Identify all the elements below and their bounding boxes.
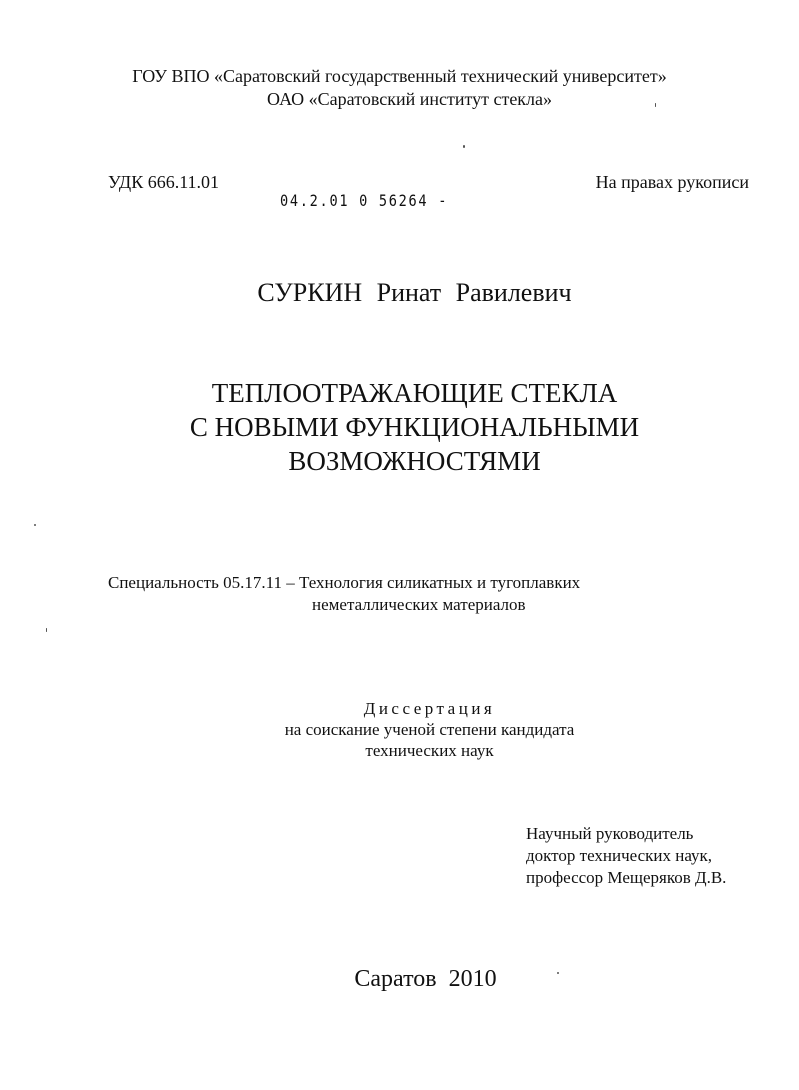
dissertation-title bbox=[0, 376, 799, 478]
author-name: СУРКИН Ринат Равилевич bbox=[257, 278, 572, 307]
scan-speck bbox=[557, 972, 559, 974]
specialty-line-2: неметаллических материалов bbox=[312, 595, 526, 614]
registration-stamp: 04.2.01 0 56264 - bbox=[280, 191, 449, 210]
udk-code: УДК 666.11.01 bbox=[108, 172, 220, 192]
title-line: ТЕПЛООТРАЖАЮЩИЕ СТЕКЛА bbox=[211, 378, 618, 408]
scan-speck bbox=[463, 145, 465, 148]
degree-line-2: технических наук bbox=[365, 741, 494, 760]
degree-line-1: на соискание ученой степени кандидата bbox=[284, 720, 575, 739]
scan-speck bbox=[34, 524, 36, 526]
organization-line-1: ГОУ ВПО «Саратовский государственный технический университет» bbox=[132, 66, 667, 86]
advisor-role: Научный руководитель bbox=[526, 824, 694, 843]
city-and-year: Саратов 2010 bbox=[354, 966, 497, 992]
specialty-line-1: Специальность 05.17.11 – Технология силикатных и тугоплавких bbox=[108, 573, 581, 592]
title-line: ВОЗМОЖНОСТЯМИ bbox=[288, 446, 541, 476]
dissertation-degree-block bbox=[0, 698, 799, 761]
advisor-degree: доктор технических наук, bbox=[526, 846, 713, 865]
advisor-name: профессор Мещеряков Д.В. bbox=[526, 868, 727, 887]
scientific-advisor-block bbox=[526, 823, 726, 889]
title-line: С НОВЫМИ ФУНКЦИОНАЛЬНЫМИ bbox=[189, 412, 640, 442]
organization-line-2: ОАО «Саратовский институт стекла» bbox=[266, 89, 553, 109]
scan-speck bbox=[46, 628, 47, 632]
scan-speck bbox=[655, 103, 656, 107]
manuscript-rights-note: На правах рукописи bbox=[595, 172, 749, 192]
dissertation-label: Диссертация bbox=[363, 699, 496, 718]
